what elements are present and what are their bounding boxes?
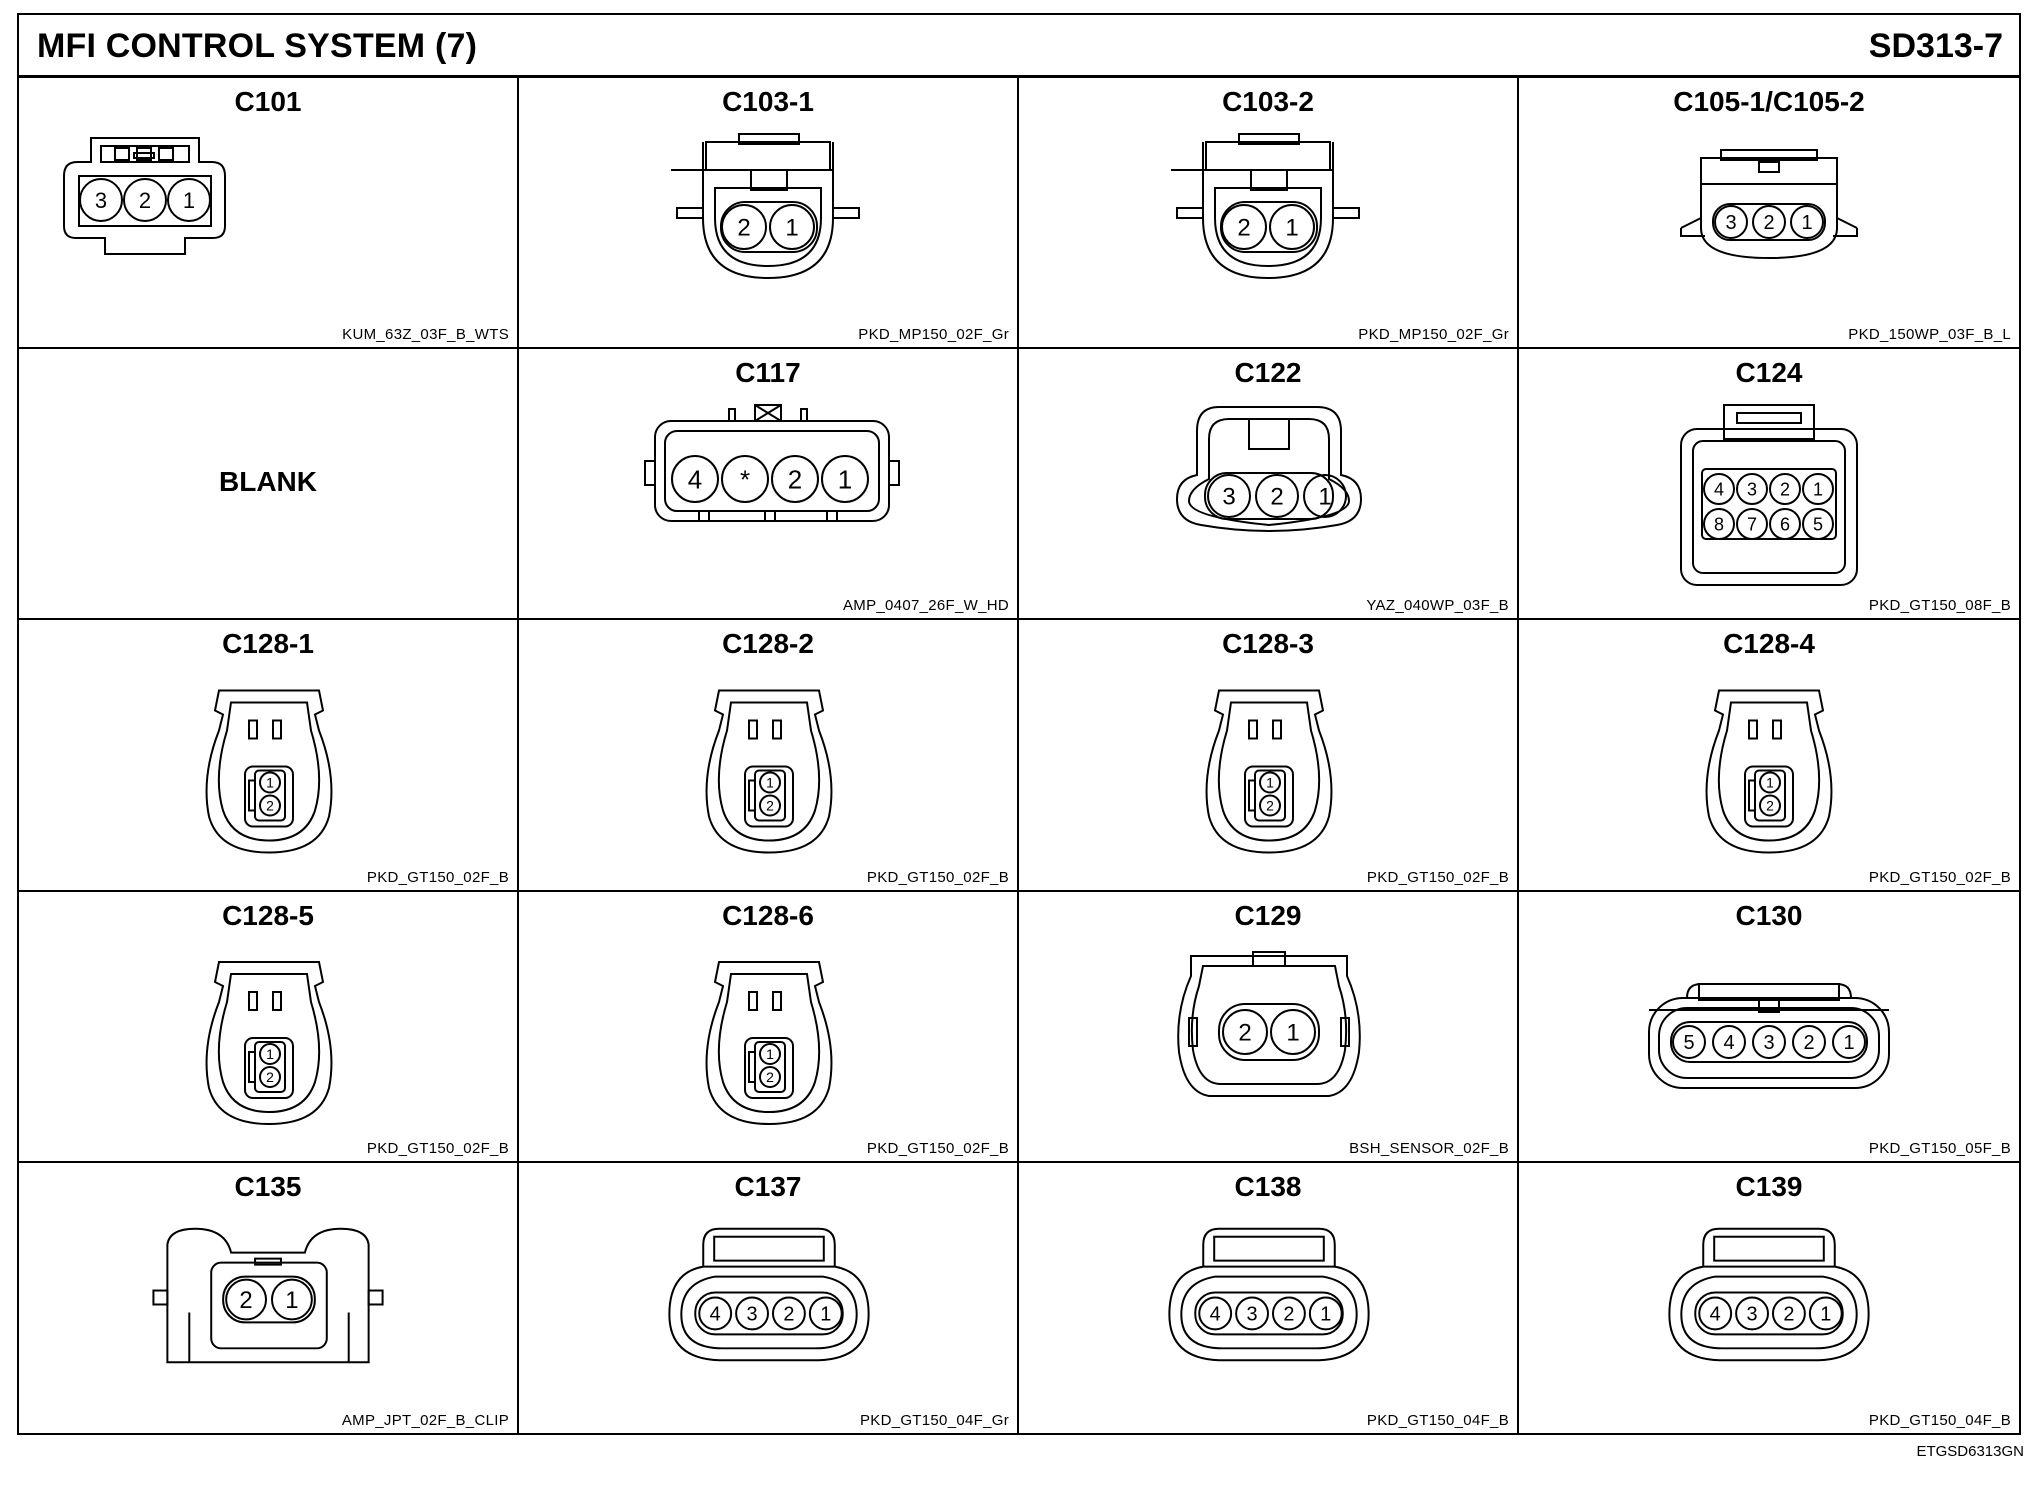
housing-outline bbox=[1693, 441, 1845, 573]
connector-face-diagram bbox=[19, 78, 519, 349]
pin-number: 2 bbox=[1270, 483, 1284, 511]
pin-number: 3 bbox=[1725, 212, 1737, 235]
connector-face-diagram bbox=[1519, 349, 2019, 620]
connector-part-number: KUM_63Z_03F_B_WTS bbox=[342, 326, 509, 343]
pin-number: 2 bbox=[766, 797, 774, 814]
connector-part-number: PKD_MP150_02F_Gr bbox=[858, 326, 1009, 343]
sheet-header bbox=[19, 15, 2019, 78]
pin-number: 4 bbox=[1209, 1303, 1221, 1326]
connector-part-number: BSH_SENSOR_02F_B bbox=[1349, 1140, 1509, 1157]
connector-part-number: PKD_GT150_04F_B bbox=[1366, 1412, 1509, 1429]
pin-number: 2 bbox=[783, 1303, 795, 1326]
pin-number: 1 bbox=[266, 774, 274, 791]
pin-number: 1 bbox=[1766, 774, 1774, 791]
connector-face-diagram bbox=[1519, 78, 2019, 349]
connector-label: C103-1 bbox=[722, 86, 814, 117]
connector-label: C128-6 bbox=[722, 900, 814, 931]
pin-number: 3 bbox=[1246, 1303, 1258, 1326]
connector-cell bbox=[519, 1163, 1019, 1433]
connector-label: C138 bbox=[1234, 1171, 1302, 1202]
connector-part-number: PKD_GT150_02F_B bbox=[1366, 869, 1509, 886]
pin-number: 1 bbox=[285, 1287, 299, 1315]
housing-outline bbox=[249, 992, 257, 1010]
pin-number: 3 bbox=[94, 187, 108, 213]
connector-label: C101 bbox=[234, 86, 302, 117]
connector-face-diagram bbox=[19, 620, 519, 892]
connector-cell bbox=[1519, 620, 2019, 892]
connector-part-number: PKD_GT150_02F_B bbox=[366, 1140, 509, 1157]
housing-outline bbox=[749, 721, 757, 739]
pin-number: 4 bbox=[709, 1303, 721, 1326]
connector-part-number: PKD_GT150_02F_B bbox=[366, 869, 509, 886]
housing-outline bbox=[1759, 162, 1779, 172]
housing-outline bbox=[827, 511, 837, 521]
pin-number: 3 bbox=[1746, 1303, 1758, 1326]
connector-label: C103-2 bbox=[1222, 86, 1314, 117]
connector-label: C105-1/C105-2 bbox=[1673, 86, 1865, 117]
pin-number: 4 bbox=[1723, 1032, 1735, 1055]
housing-outline bbox=[273, 992, 281, 1010]
pin-number: 2 bbox=[239, 1287, 253, 1315]
pin-number: 1 bbox=[1320, 1303, 1332, 1326]
connector-face-diagram bbox=[1519, 892, 2019, 1163]
pin-number: 1 bbox=[1801, 212, 1813, 235]
pin-number: 1 bbox=[837, 464, 853, 495]
housing-outline bbox=[1177, 407, 1361, 531]
pin-number: 2 bbox=[1779, 479, 1791, 500]
pin-number: 3 bbox=[746, 1303, 758, 1326]
pin-number: 1 bbox=[266, 1046, 274, 1063]
connector-cell bbox=[19, 78, 519, 349]
housing-outline bbox=[671, 142, 833, 170]
pin-number: 2 bbox=[737, 214, 751, 242]
connector-part-number: PKD_GT150_02F_B bbox=[1868, 869, 2011, 886]
housing-outline bbox=[249, 721, 257, 739]
pin-number: 5 bbox=[1683, 1032, 1695, 1055]
pin-number: 1 bbox=[1266, 774, 1274, 791]
connector-label: C117 bbox=[735, 357, 801, 388]
pin-number: 2 bbox=[1283, 1303, 1295, 1326]
housing-outline bbox=[1737, 413, 1801, 423]
pin-number: 1 bbox=[1286, 1019, 1300, 1047]
pin-number: 2 bbox=[766, 1069, 774, 1086]
connector-cell bbox=[519, 78, 1019, 349]
housing-outline bbox=[159, 148, 173, 160]
connector-grid bbox=[19, 78, 2019, 1433]
pin-number: 3 bbox=[1763, 1032, 1775, 1055]
connector-cell bbox=[1019, 892, 1519, 1163]
housing-outline bbox=[1714, 1237, 1824, 1261]
pin-number: 2 bbox=[787, 464, 803, 495]
pin-number: 8 bbox=[1713, 514, 1725, 535]
pin-number: 1 bbox=[1812, 479, 1824, 500]
connector-part-number: AMP_0407_26F_W_HD bbox=[842, 597, 1009, 614]
pin-number: 1 bbox=[766, 774, 774, 791]
connector-label: C128-2 bbox=[722, 628, 814, 659]
housing-outline bbox=[1681, 429, 1857, 585]
housing-outline bbox=[273, 721, 281, 739]
housing-outline bbox=[1177, 170, 1359, 218]
housing-outline bbox=[369, 1291, 383, 1305]
housing-outline bbox=[1206, 142, 1330, 170]
connector-face-diagram bbox=[1019, 620, 1519, 892]
pin-number: 1 bbox=[820, 1303, 832, 1326]
housing-outline bbox=[889, 461, 899, 485]
connector-cell bbox=[19, 349, 519, 620]
pin-number: 3 bbox=[1222, 483, 1236, 511]
pin-number: 1 bbox=[766, 1046, 774, 1063]
connector-cell bbox=[1519, 892, 2019, 1163]
pin-number: * bbox=[739, 464, 751, 495]
pin-number: 2 bbox=[138, 187, 152, 213]
pin-number: 2 bbox=[1763, 212, 1775, 235]
housing-outline bbox=[706, 142, 830, 170]
connector-part-number: PKD_GT150_02F_B bbox=[866, 1140, 1009, 1157]
pin-number: 2 bbox=[1238, 1019, 1252, 1047]
pin-number: 1 bbox=[1285, 214, 1299, 242]
connector-label: C139 bbox=[1735, 1171, 1803, 1202]
connector-label: C122 bbox=[1234, 357, 1302, 388]
connector-label: C124 bbox=[1735, 357, 1803, 388]
housing-outline bbox=[1178, 956, 1360, 1096]
housing-outline bbox=[773, 992, 781, 1010]
connector-label: C128-4 bbox=[1723, 628, 1815, 659]
housing-outline bbox=[1214, 1237, 1324, 1261]
connector-cell bbox=[1019, 620, 1519, 892]
connector-face-diagram bbox=[1019, 78, 1519, 349]
pin-number: 3 bbox=[1746, 479, 1758, 500]
pin-number: 2 bbox=[1237, 214, 1251, 242]
connector-part-number: AMP_JPT_02F_B_CLIP bbox=[341, 1412, 509, 1429]
housing-outline bbox=[211, 1263, 327, 1349]
connector-cell bbox=[1519, 78, 2019, 349]
housing-outline bbox=[765, 511, 775, 521]
housing-outline bbox=[645, 461, 655, 485]
connector-label: C128-5 bbox=[222, 900, 314, 931]
connector-label: C128-1 bbox=[222, 628, 314, 659]
sheet-code: SD313-7 bbox=[1868, 27, 2003, 65]
connector-cell bbox=[1019, 349, 1519, 620]
pin-number: 2 bbox=[266, 797, 274, 814]
connector-label: C130 bbox=[1735, 900, 1803, 931]
connector-face-diagram bbox=[1019, 349, 1519, 620]
housing-outline bbox=[715, 188, 821, 266]
connector-part-number: YAZ_040WP_03F_B bbox=[1366, 597, 1509, 614]
connector-cell bbox=[519, 620, 1019, 892]
pin-number: 2 bbox=[1266, 797, 1274, 814]
housing-outline bbox=[1192, 966, 1346, 1084]
connector-cell bbox=[1519, 1163, 2019, 1433]
connector-label: C129 bbox=[1234, 900, 1302, 931]
pin-number: 4 bbox=[1713, 479, 1725, 500]
housing-outline bbox=[801, 409, 807, 421]
housing-outline bbox=[1249, 419, 1289, 449]
figure-code: ETGSD6313GN bbox=[1916, 1443, 2024, 1460]
pin-number: 6 bbox=[1779, 514, 1791, 535]
connector-cell bbox=[519, 349, 1019, 620]
connector-face-diagram bbox=[519, 349, 1019, 620]
pin-number: 1 bbox=[1820, 1303, 1832, 1326]
pin-number: 1 bbox=[1318, 483, 1332, 511]
connector-cell bbox=[519, 892, 1019, 1163]
connector-cell bbox=[1519, 349, 2019, 620]
connector-face-diagram bbox=[519, 892, 1019, 1163]
connector-sheet bbox=[17, 13, 2021, 1435]
pin-number: 1 bbox=[182, 187, 196, 213]
housing-outline bbox=[1773, 721, 1781, 739]
connector-part-number: PKD_GT150_04F_Gr bbox=[859, 1412, 1009, 1429]
connector-face-diagram bbox=[1019, 1163, 1519, 1433]
pin-number: 5 bbox=[1812, 514, 1824, 535]
connector-cell bbox=[19, 1163, 519, 1433]
housing-outline bbox=[729, 409, 735, 421]
connector-part-number: PKD_GT150_05F_B bbox=[1868, 1140, 2011, 1157]
housing-outline bbox=[1249, 721, 1257, 739]
connector-part-number: PKD_150WP_03F_B_L bbox=[1848, 326, 2011, 343]
pin-number: 4 bbox=[1709, 1303, 1721, 1326]
housing-outline bbox=[223, 1277, 315, 1323]
connector-cell bbox=[19, 620, 519, 892]
blank-label: BLANK bbox=[219, 466, 317, 497]
pin-number: 2 bbox=[1783, 1303, 1795, 1326]
connector-face-diagram bbox=[519, 78, 1019, 349]
connector-part-number: PKD_GT150_08F_B bbox=[1868, 597, 2011, 614]
housing-outline bbox=[115, 148, 129, 160]
connector-face-diagram bbox=[1019, 892, 1519, 1163]
pin-number: 1 bbox=[785, 214, 799, 242]
pin-number: 2 bbox=[266, 1069, 274, 1086]
connector-cell bbox=[1019, 1163, 1519, 1433]
housing-outline bbox=[1215, 188, 1321, 266]
pin-number: 7 bbox=[1746, 514, 1758, 535]
pin-number: 2 bbox=[1803, 1032, 1815, 1055]
housing-outline bbox=[167, 1229, 368, 1363]
housing-outline bbox=[153, 1291, 167, 1305]
sheet-title: MFI CONTROL SYSTEM (7) bbox=[37, 27, 478, 65]
connector-part-number: PKD_GT150_04F_B bbox=[1868, 1412, 2011, 1429]
connector-part-number: PKD_MP150_02F_Gr bbox=[1358, 326, 1509, 343]
connector-label: C135 bbox=[234, 1171, 302, 1202]
pin-number: 4 bbox=[687, 464, 703, 495]
connector-label: C137 bbox=[734, 1171, 802, 1202]
connector-cell bbox=[1019, 78, 1519, 349]
connector-face-diagram bbox=[19, 892, 519, 1163]
connector-label: C128-3 bbox=[1222, 628, 1314, 659]
connector-face-diagram bbox=[1519, 1163, 2019, 1433]
housing-outline bbox=[773, 721, 781, 739]
housing-outline bbox=[1171, 142, 1333, 170]
housing-outline bbox=[749, 992, 757, 1010]
housing-outline bbox=[755, 405, 781, 421]
pin-number: 1 bbox=[1843, 1032, 1855, 1055]
connector-face-diagram bbox=[519, 1163, 1019, 1433]
connector-part-number: PKD_GT150_02F_B bbox=[866, 869, 1009, 886]
housing-outline bbox=[1253, 952, 1285, 966]
housing-outline bbox=[699, 511, 709, 521]
connector-face-diagram bbox=[19, 1163, 519, 1433]
housing-outline bbox=[189, 1312, 348, 1362]
housing-outline bbox=[1749, 721, 1757, 739]
housing-outline bbox=[677, 170, 859, 218]
connector-cell bbox=[19, 892, 519, 1163]
connector-face-diagram bbox=[1519, 620, 2019, 892]
connector-face-diagram bbox=[519, 620, 1019, 892]
housing-outline bbox=[714, 1237, 824, 1261]
pin-number: 2 bbox=[1766, 797, 1774, 814]
housing-outline bbox=[1273, 721, 1281, 739]
